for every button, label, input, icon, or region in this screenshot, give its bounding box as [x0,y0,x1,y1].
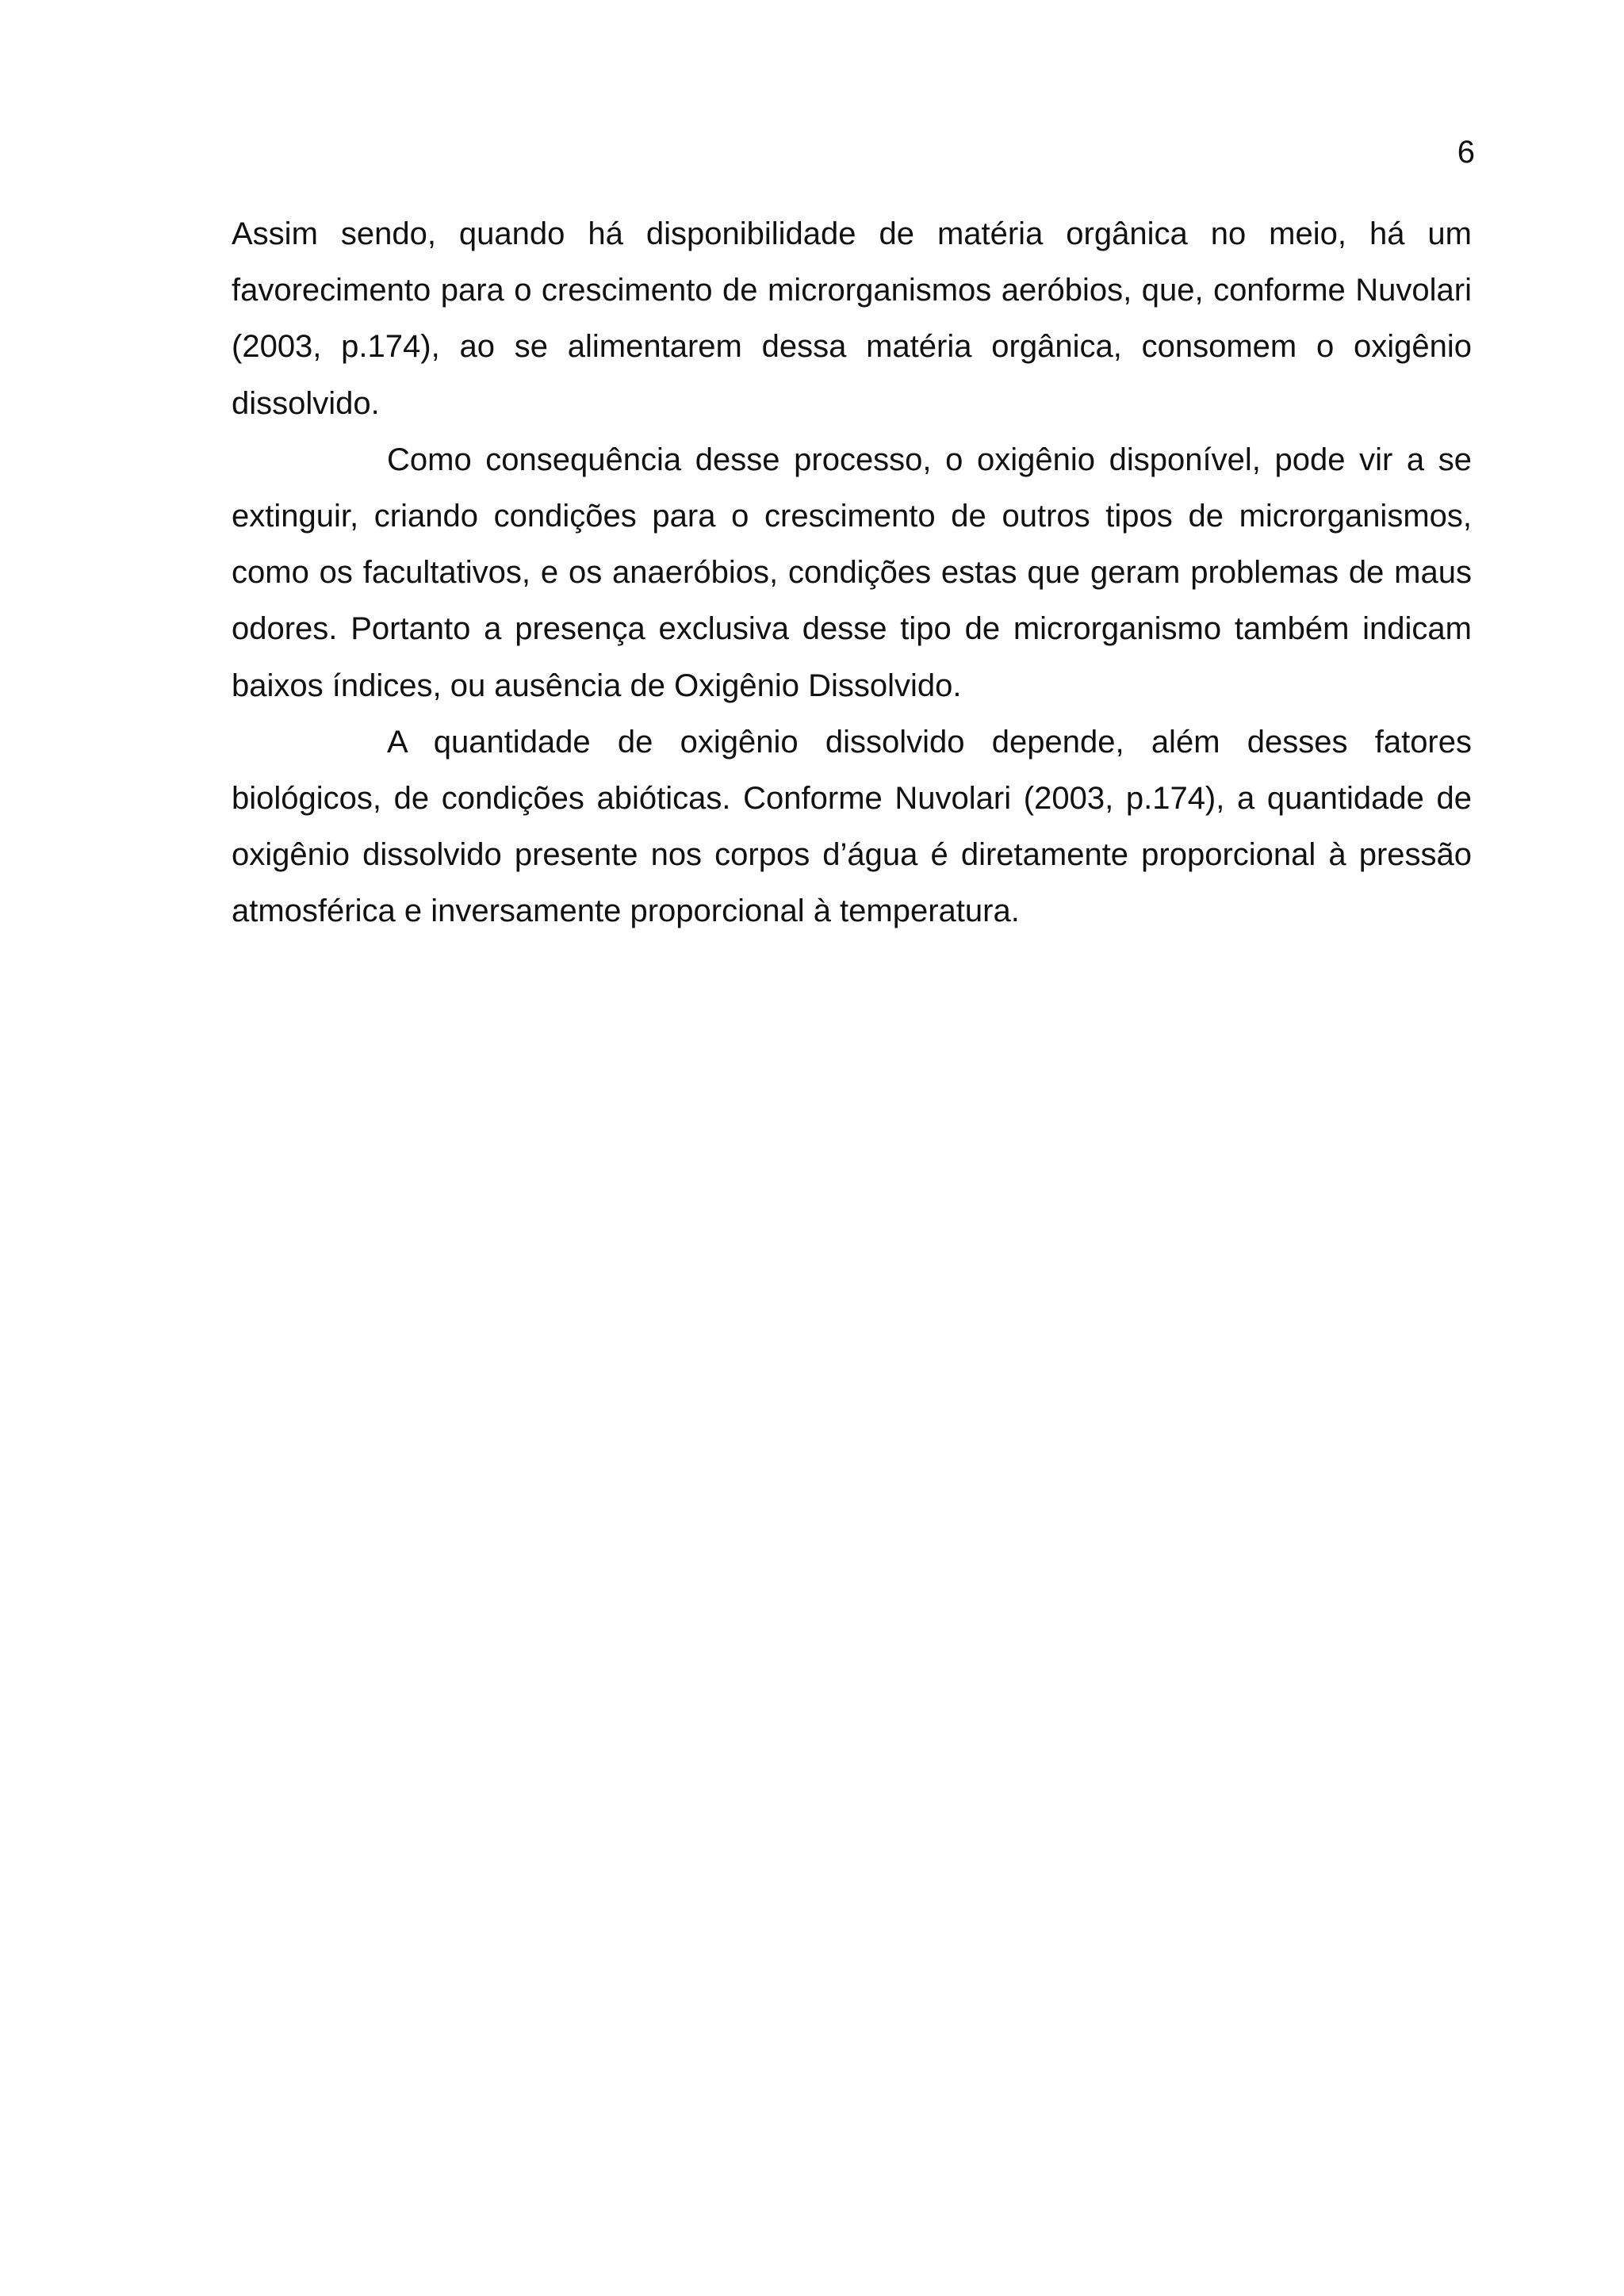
body-text [232,206,1472,940]
paragraph-1: Assim sendo, quando há disponibilidade de matéria orgânica no meio, há um favorecimento para o crescimento de microrganismos aeróbios, que, conforme Nuvolari (2003, p.174), ao se alimentarem dessa matéria orgânica, consomem o oxigênio dissolvido. [232,216,1472,421]
paragraph-2: Como consequência desse processo, o oxigênio disponível, pode vir a se extinguir, criando condições para o crescimento de outros tipos de microrganismos, como os facultativos, e os anaeróbios, condições estas que geram problemas de maus odores. Portanto a presença exclusiva desse tipo de microrganismo também indicam baixos índices, ou ausência de Oxigênio Dissolvido. [232,442,1472,703]
page-number: 6 [1457,135,1475,170]
paragraph-3: A quantidade de oxigênio dissolvido depende, além desses fatores biológicos, de condições abióticas. Conforme Nuvolari (2003, p.174), a quantidade de oxigênio dissolvido presente nos corpos d’água é diretamente proporcional à pressão atmosférica e inversamente proporcional à temperatura. [232,724,1472,929]
